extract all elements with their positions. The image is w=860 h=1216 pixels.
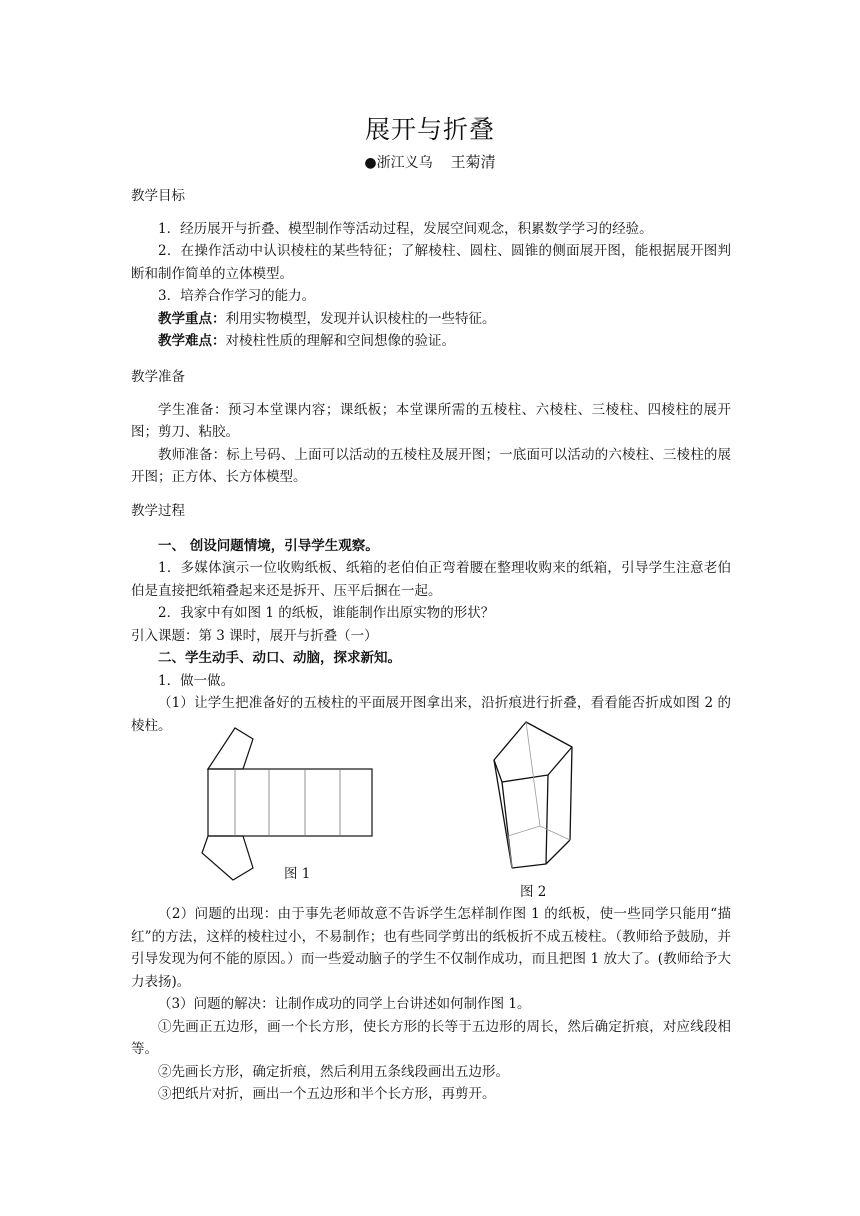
goal-item: 3．培养合作学习的能力。 xyxy=(158,288,316,304)
net-rectangle xyxy=(208,769,372,836)
goal-item: 1．经历展开与折叠、模型制作等活动过程，发展空间观念，积累数学学习的经验。 xyxy=(158,220,653,237)
prism-edge xyxy=(494,760,512,868)
paragraph: （1）让学生把准备好的五棱柱的平面展开图拿出来，沿折痕进行折叠，看看能否折成如图 2 的棱柱。 xyxy=(131,695,731,734)
prep-section xyxy=(131,366,731,489)
prism-edge xyxy=(570,747,572,840)
section-heading-process: 教学过程 xyxy=(131,503,185,519)
process-section-continued xyxy=(131,903,731,1106)
byline-place: ●浙江义乌 xyxy=(364,155,433,171)
net-bottom-pentagon xyxy=(202,836,253,880)
prism-hidden-edges xyxy=(508,826,570,868)
figure-2-caption: 图 2 xyxy=(520,884,547,900)
paragraph: （2）问题的出现：由于事先老师故意不告诉学生怎样制作图 1 的纸板，使一些同学只能用“描红”的方法，这样的棱柱过小，不易制作；也有些同学剪出的纸板折不成五棱柱。（教师给予鼓励，并引导发现为何不能的原因。）而一些爱动脑子的学生不仅制作成功，而且把图 1 放大了。(教师给予大力表扬)。 xyxy=(131,906,731,990)
key-point-label: 教学重点： xyxy=(158,310,226,327)
section-heading-prep: 教学准备 xyxy=(131,369,185,385)
prep-teacher: 教师准备：标上号码、上面可以活动的五棱柱及展开图；一底面可以活动的六棱柱、三棱柱的展开图；正方体、长方体模型。 xyxy=(131,446,731,485)
prism-hidden-edge xyxy=(526,722,540,826)
paragraph: 2．我家中有如图 1 的纸板，谁能制作出原实物的形状？ xyxy=(158,605,495,621)
paragraph: 1．多媒体演示一位收购纸板、纸箱的老伯伯正弯着腰在整理收购来的纸箱，引导学生注意老伯伯是直接把纸箱叠起来还是拆开、压平后捆在一起。 xyxy=(131,560,731,599)
figure-1-prism-net xyxy=(198,725,378,885)
prism-edge xyxy=(546,775,548,864)
section-heading-goals: 教学目标 xyxy=(131,188,185,204)
byline xyxy=(0,151,860,172)
part2-title: 二、学生动手、动口、动脑，探求新知。 xyxy=(158,650,401,666)
method-item: ①先画正五边形，画一个长方形，使长方形的长等于五边形的周长，然后确定折痕，对应线段相等。 xyxy=(131,1018,731,1057)
figure-1-caption: 图 1 xyxy=(284,866,311,882)
method-item: ③把纸片对折，画出一个五边形和半个长方形，再剪开。 xyxy=(158,1086,496,1102)
net-top-pentagon xyxy=(208,728,253,769)
difficulty-label: 教学难点： xyxy=(158,333,226,349)
difficulty xyxy=(131,330,731,353)
page-title: 展开与折叠 xyxy=(364,115,495,144)
part1-title: 一、 创设问题情境，引导学生观察。 xyxy=(158,537,379,554)
figure-2-prism xyxy=(488,718,578,876)
process-section xyxy=(131,500,731,737)
method-item: ②先画长方形，确定折痕，然后利用五条线段画出五边形。 xyxy=(158,1063,509,1080)
prep-student: 学生准备：预习本堂课内容；课纸板；本堂课所需的五棱柱、六棱柱、三棱柱、四棱柱的展开图；剪刀、粘胶。 xyxy=(131,401,731,440)
key-point-text: 利用实物模型，发现并认识棱柱的一些特征。 xyxy=(225,310,496,327)
goal-item: 2．在操作活动中认识棱柱的某些特征；了解棱柱、圆柱、圆锥的侧面展开图，能根据展开图判断和制作简单的立体模型。 xyxy=(131,243,731,282)
difficulty-text: 对棱柱性质的理解和空间想像的验证。 xyxy=(225,333,455,349)
paragraph: （3）问题的解决：让制作成功的同学上台讲述如何制作图 1。 xyxy=(158,996,531,1012)
intro-line: 引入课题：第 3 课时，展开与折叠（一） xyxy=(131,627,378,644)
goals-section xyxy=(131,185,731,353)
byline-author: 王菊清 xyxy=(450,153,496,171)
key-point xyxy=(131,308,731,331)
prism-bottom-edges xyxy=(512,840,570,868)
paragraph: 1．做一做。 xyxy=(158,672,235,689)
